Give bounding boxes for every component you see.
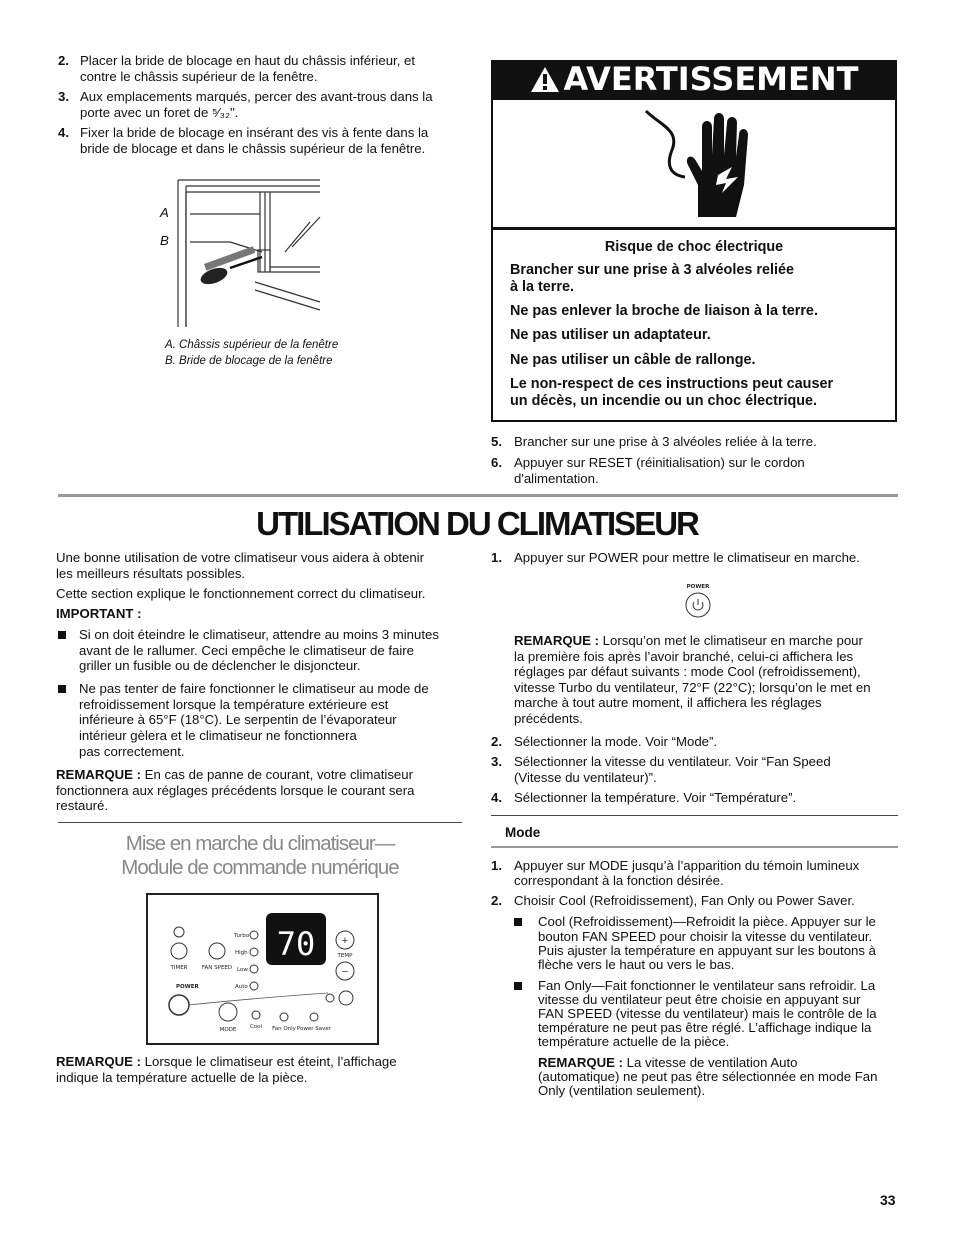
step-text: Brancher sur une prise à 3 alvéoles reliée à la terre. [514,434,817,449]
remarque-text: Lorsque le climatiseur est éteint, l’affichage [144,1054,397,1069]
step-text: Placer la bride de blocage en haut du châssis inférieur, et [80,53,416,68]
bullet-text: flèche vers le haut ou vers le bas. [538,957,735,972]
bullet-text: inférieure à 65°F (18°C). Le serpentin de l’évaporateur [79,712,397,727]
remarque-text: marche à tout autre moment, il affichera les réglages [514,695,822,710]
turbo-label: Turbo [234,933,250,939]
warning-heading: Risque de choc électrique [604,239,784,255]
svg-text:+: + [341,935,349,947]
subsection-divider [58,822,462,823]
step-number: 1. [491,858,502,873]
section-divider [58,494,898,497]
step-text: Sélectionner la vitesse du ventilateur. Voir “Fan Speed [514,754,831,769]
remarque-text: En cas de panne de courant, votre climatiseur [144,767,413,782]
timer-label: TIMER [170,965,188,971]
mode-divider-bottom [491,846,898,848]
remarque-text: Only (ventilation seulement). [538,1083,706,1098]
warning-title: AVERTISSEMENT [563,60,859,98]
fan-only-label: Fan Only [272,1026,296,1032]
step-text: bride de blocage et dans le châssis supérieur de la fenêtre. [80,141,426,156]
main-title: UTILISATION DU CLIMATISEUR [256,505,698,542]
cool-label: Cool [249,1024,263,1030]
fan-speed-button[interactable] [209,943,225,959]
low-label: Low [237,967,248,973]
step-number: 4. [491,790,502,805]
remarque-text: (automatique) ne peut pas être sélectionnée en mode Fan [538,1069,878,1084]
control-panel [146,893,379,1045]
step-text: (Vitesse du ventilateur)”. [514,770,657,785]
remarque-label: REMARQUE : [56,1054,141,1069]
label-b: B [160,233,169,248]
remarque-text: précédents. [514,711,583,726]
remarque-text: La vitesse de ventilation Auto [626,1055,798,1070]
intro-text: Cette section explique le fonctionnement correct du climatiseur. [56,586,426,601]
remarque-text: vitesse Turbo du ventilateur, 72°F (22°C); lorsqu’on le met en [514,680,871,695]
fan-speed-label: FAN SPEED [201,965,233,971]
control-panel-illustration [148,895,377,1043]
warning-line: Ne pas enlever la broche de liaison à la terre. [510,303,818,319]
mode-button[interactable] [219,1003,237,1021]
window-latch-illustration [170,172,330,332]
mode-label: MODE [219,1027,237,1033]
intro-text: Une bonne utilisation de votre climatiseur vous aidera à obtenir [56,550,424,565]
warning-triangle-icon [530,65,560,93]
bullet-text: Fan Only—Fait fonctionner le ventilateur sans refroidir. La [538,978,876,993]
caption-a: A. Châssis supérieur de la fenêtre [165,339,339,351]
step-text: correspondant à la fonction désirée. [514,873,724,888]
step-text: d'alimentation. [514,471,599,486]
step-text: Appuyer sur POWER pour mettre le climatiseur en marche. [514,550,860,565]
panel-display: 70 [276,925,316,963]
bullet-square-icon [514,982,522,990]
step-text: Fixer la bride de blocage en insérant des vis à fente dans la [80,125,429,140]
remarque-text: restauré. [56,798,109,813]
step-number: 4. [58,125,69,140]
electric-shock-hand-icon [640,105,750,220]
power-icon-label: POWER [686,584,710,590]
power-button[interactable] [169,995,189,1015]
auto-label: Auto [235,984,248,990]
step-number: 2. [491,893,502,908]
warning-line: un décès, un incendie ou un choc électrique. [510,393,818,409]
remarque-label: REMARQUE : [538,1055,623,1070]
high-label: High [235,950,248,956]
remarque-text: Lorsqu’on met le climatiseur en marche pour [602,633,863,648]
step-number: 5. [491,434,502,449]
step-text: Sélectionner la mode. Voir “Mode”. [514,734,718,749]
warning-header [491,60,897,98]
bullet-text: griller un fusible ou de déclencher le disjoncteur. [79,658,361,673]
remarque-label: REMARQUE : [514,633,599,648]
warning-line: Ne pas utiliser un câble de rallonge. [510,352,756,368]
step-text: porte avec un foret de ⁵⁄₃₂". [80,105,239,120]
bullet-square-icon [58,685,66,693]
remarque-text: indique la température actuelle de la pièce. [56,1070,308,1085]
step-text: Choisir Cool (Refroidissement), Fan Only ou Power Saver. [514,893,855,908]
bullet-text: intérieur gèlera et le climatiseur ne fonctionnera [79,728,357,743]
step-number: 3. [58,89,69,104]
bullet-text: avant de le rallumer. Ceci empêche le climatiseur de faire [79,643,414,658]
bullet-text: Ne pas tenter de faire fonctionner le climatiseur au mode de [79,681,429,696]
warning-line: Ne pas utiliser un adaptateur. [510,327,711,343]
bullet-square-icon [58,631,66,639]
step-number: 1. [491,550,502,565]
step-text: Sélectionner la température. Voir “Température”. [514,790,797,805]
step-text: Appuyer sur MODE jusqu’à l’apparition du témoin lumineux [514,858,860,873]
svg-text:−: − [341,966,349,978]
bullet-text: Cool (Refroidissement)—Refroidit la pièce. Appuyer sur le [538,914,876,929]
warning-line: Brancher sur une prise à 3 alvéoles reliée [510,262,794,278]
mode-heading: Mode [505,825,541,840]
label-a: A [160,205,169,220]
warning-separator [491,227,897,230]
temp-label: TEMP [337,953,353,959]
step-text: Appuyer sur RESET (réinitialisation) sur le cordon [514,455,805,470]
warning-line: à la terre. [510,279,574,295]
intro-text: les meilleurs résultats possibles. [56,566,246,581]
bullet-text: FAN SPEED (vitesse du ventilateur) mais le contrôle de la [538,1006,877,1021]
bullet-text: refroidissement lorsque la température extérieure est [79,697,389,712]
remarque-text: réglages par défaut suivants : mode Cool (refroidissement), [514,664,861,679]
bullet-text: Puis ajuster la température en appuyant sur les boutons à [538,943,876,958]
power-button-icon [678,580,718,620]
important-label: IMPORTANT : [56,606,142,621]
page-number: 33 [880,1192,896,1208]
remarque-label: REMARQUE : [56,767,141,782]
step-text: Aux emplacements marqués, percer des avant-trous dans la [80,89,433,104]
step-number: 2. [491,734,502,749]
subheading [58,832,462,880]
subheading-line: Module de commande numérique [121,856,399,879]
remarque-text: la première fois après l’avoir branché, celui-ci affichera les [514,649,854,664]
power-saver-label: Power Saver [296,1026,332,1032]
bullet-text: Si on doit éteindre le climatiseur, attendre au moins 3 minutes [79,627,439,642]
caption-b: B. Bride de blocage de la fenêtre [165,355,333,367]
mode-divider-top [491,815,898,816]
step-number: 2. [58,53,69,68]
warning-line: Le non-respect de ces instructions peut causer [510,376,834,392]
bullet-square-icon [514,918,522,926]
power-label: POWER [176,984,199,990]
bullet-text: température actuelle de la pièce. [538,1034,730,1049]
filter-reset-button[interactable] [339,991,353,1005]
bullet-text: pas correctement. [79,744,185,759]
step-number: 6. [491,455,502,470]
timer-button[interactable] [171,943,187,959]
bullet-text: bouton FAN SPEED pour choisir la vitesse du ventilateur. [538,929,873,944]
step-number: 3. [491,754,502,769]
subheading-line: Mise en marche du climatiseur— [125,832,395,855]
remarque-text: fonctionnera aux réglages précédents lorsque le courant sera [56,783,415,798]
bullet-text: vitesse du ventilateur peut être choisie en appuyant sur [538,992,861,1007]
step-text: contre le châssis supérieur de la fenêtre. [80,69,318,84]
bullet-text: température ne peut pas être réglé. L’affichage indique la [538,1020,872,1035]
